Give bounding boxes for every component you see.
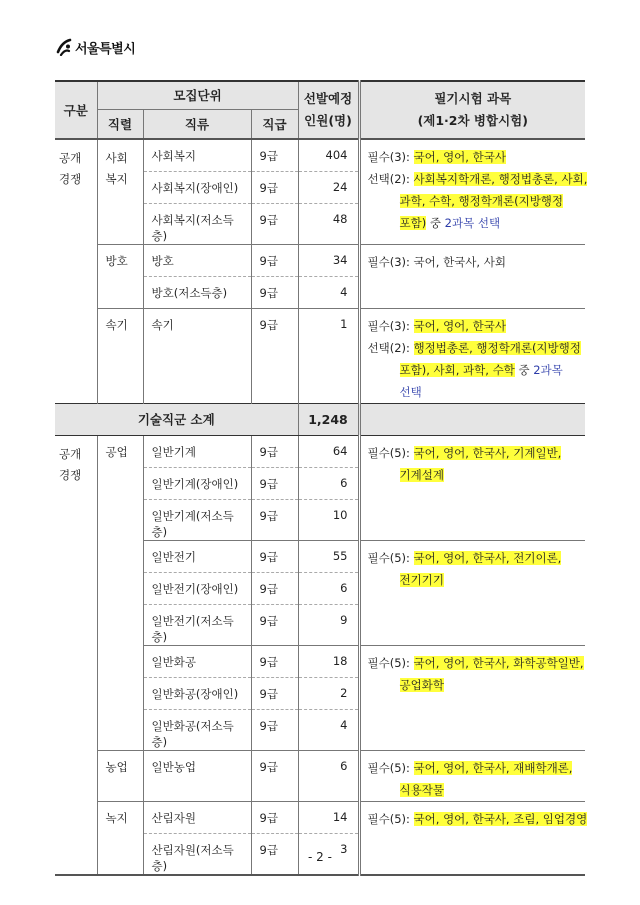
grade-cell: 9급: [251, 244, 298, 276]
series-cell: 농업: [97, 750, 143, 801]
logo-text: 서울특별시: [75, 41, 136, 57]
class-cell: 산림자원: [143, 801, 251, 833]
table-row: [55, 435, 585, 467]
series-cell: 사회 복지: [97, 139, 143, 244]
header-planned: 선발예정 인원(명): [298, 81, 359, 139]
class-cell: 일반농업: [143, 750, 251, 801]
class-cell: 일반화공(저소득층): [143, 709, 251, 750]
count-cell: 4: [298, 276, 359, 308]
seoul-logo-icon: [56, 38, 72, 56]
class-cell: 사회복지(장애인): [143, 171, 251, 203]
class-cell: 방호(저소득층): [143, 276, 251, 308]
header-grade: 직급: [251, 109, 298, 139]
series-cell: 방호: [97, 244, 143, 308]
category-cell: 공개 경쟁: [55, 435, 97, 875]
class-cell: 사회복지: [143, 139, 251, 171]
class-cell: 방호: [143, 244, 251, 276]
subjects-cell: 필수(5): 국어, 영어, 한국사, 전기이론, 전기기기: [359, 540, 585, 645]
grade-cell: 9급: [251, 572, 298, 604]
subjects-cell: 필수(3): 국어, 영어, 한국사 선택(2): 사회복지학개론, 행정법총론, 사회, 과학, 수학, 행정학개론(지방행정 포함) 중 2과목 선택: [359, 139, 585, 244]
grade-cell: 9급: [251, 645, 298, 677]
header-subjects: 필기시험 과목 (제1·2차 병합시험): [359, 81, 585, 139]
class-cell: 일반전기(장애인): [143, 572, 251, 604]
subtotal-row: [55, 403, 585, 435]
grade-cell: 9급: [251, 833, 298, 875]
grade-cell: 9급: [251, 276, 298, 308]
subtotal-empty: [359, 403, 585, 435]
class-cell: 일반기계: [143, 435, 251, 467]
class-cell: 속기: [143, 308, 251, 403]
subtotal-value: 1,248: [298, 403, 359, 435]
count-cell: 10: [298, 499, 359, 540]
class-cell: 일반화공: [143, 645, 251, 677]
header-category: 구분: [55, 81, 97, 139]
table-row: [55, 750, 585, 801]
series-cell: 공업: [97, 435, 143, 750]
grade-cell: 9급: [251, 435, 298, 467]
grade-cell: 9급: [251, 677, 298, 709]
series-cell: 속기: [97, 308, 143, 403]
header-unit-group: 모집단위: [97, 81, 298, 109]
grade-cell: 9급: [251, 801, 298, 833]
count-cell: 6: [298, 572, 359, 604]
subtotal-label: 기술직군 소계: [55, 403, 298, 435]
table-row: [55, 801, 585, 833]
category-cell: 공개 경쟁: [59, 151, 82, 186]
count-cell: 9: [298, 604, 359, 645]
grade-cell: 9급: [251, 604, 298, 645]
count-cell: 48: [298, 203, 359, 244]
class-cell: 일반전기: [143, 540, 251, 572]
count-cell: 6: [298, 467, 359, 499]
header-job-series: 직렬: [97, 109, 143, 139]
count-cell: 64: [298, 435, 359, 467]
grade-cell: 9급: [251, 139, 298, 171]
table-row: [55, 139, 585, 171]
class-cell: 사회복지(저소득층): [143, 203, 251, 244]
count-cell: 3: [298, 833, 359, 875]
subjects-cell: 필수(5): 국어, 영어, 한국사, 조림, 임업경영: [359, 801, 585, 875]
grade-cell: 9급: [251, 540, 298, 572]
count-cell: 6: [298, 750, 359, 801]
subjects-cell: 필수(3): 국어, 한국사, 사회: [359, 244, 585, 308]
page-number: - 2 -: [308, 850, 332, 864]
grade-cell: 9급: [251, 467, 298, 499]
series-cell: 녹지: [97, 801, 143, 875]
count-cell: 55: [298, 540, 359, 572]
seoul-logo: [56, 37, 135, 57]
class-cell: 일반화공(장애인): [143, 677, 251, 709]
count-cell: 1: [298, 308, 359, 403]
class-cell: 산림자원(저소득층): [143, 833, 251, 875]
grade-cell: 9급: [251, 499, 298, 540]
subjects-cell: 필수(3): 국어, 영어, 한국사 선택(2): 행정법총론, 행정학개론(지방행정 포함), 사회, 과학, 수학 중 2과목 선택: [359, 308, 585, 403]
grade-cell: 9급: [251, 709, 298, 750]
grade-cell: 9급: [251, 308, 298, 403]
grade-cell: 9급: [251, 171, 298, 203]
subjects-cell: 필수(5): 국어, 영어, 한국사, 화학공학일반, 공업화학: [359, 645, 585, 750]
count-cell: 18: [298, 645, 359, 677]
count-cell: 404: [298, 139, 359, 171]
table-row: [55, 308, 585, 403]
count-cell: 34: [298, 244, 359, 276]
count-cell: 4: [298, 709, 359, 750]
recruitment-table: [55, 80, 588, 876]
count-cell: 14: [298, 801, 359, 833]
count-cell: 24: [298, 171, 359, 203]
count-cell: 2: [298, 677, 359, 709]
grade-cell: 9급: [251, 750, 298, 801]
class-cell: 일반전기(저소득층): [143, 604, 251, 645]
grade-cell: 9급: [251, 203, 298, 244]
subjects-cell: 필수(5): 국어, 영어, 한국사, 재배학개론, 식용작물: [359, 750, 585, 801]
class-cell: 일반기계(저소득층): [143, 499, 251, 540]
class-cell: 일반기계(장애인): [143, 467, 251, 499]
subjects-cell: 필수(5): 국어, 영어, 한국사, 기계일반, 기계설계: [359, 435, 585, 540]
header-job-class: 직류: [143, 109, 251, 139]
table-row: [55, 244, 585, 276]
